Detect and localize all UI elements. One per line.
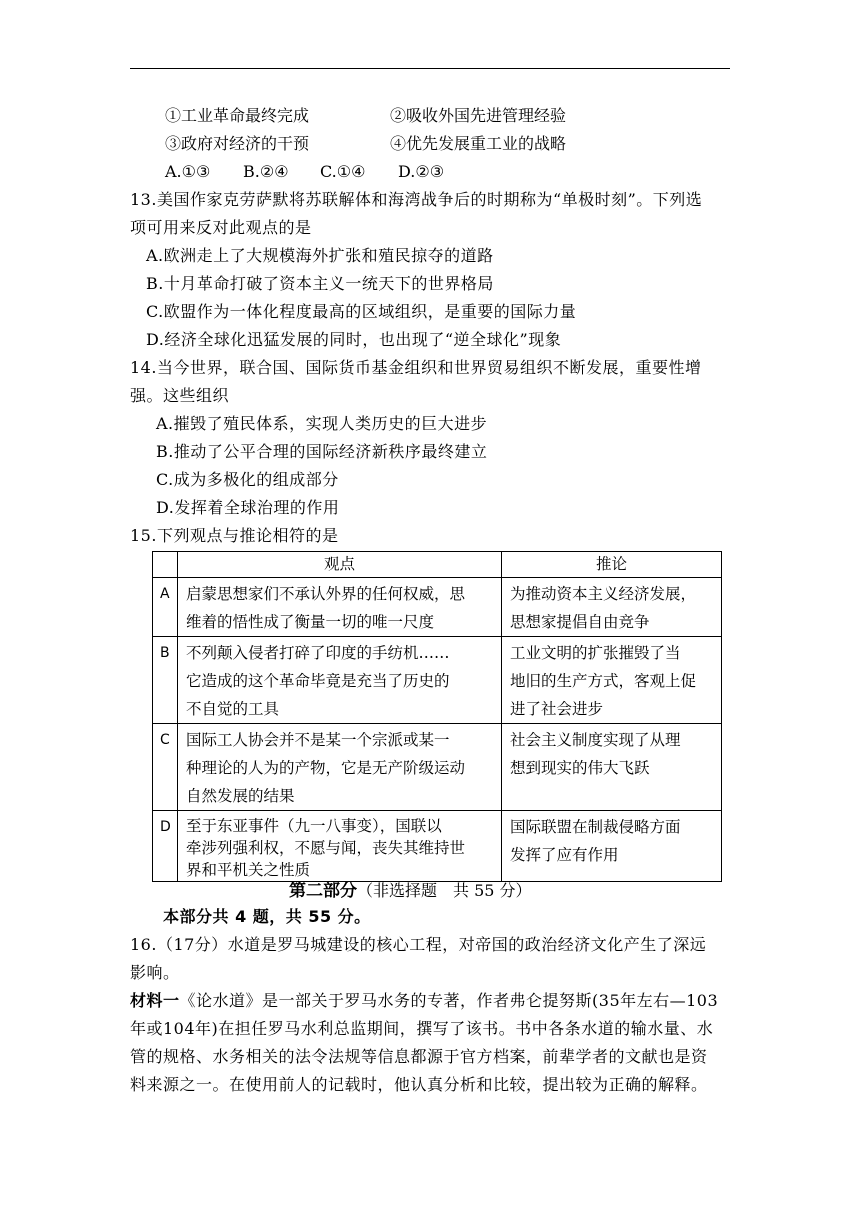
q13-option-c: C.欧盟作为一体化程度最高的区域组织，是重要的国际力量 — [146, 302, 577, 321]
header-rule — [130, 68, 730, 69]
table-header-blank — [153, 552, 178, 578]
inference-line: 发挥了应有作用 — [510, 846, 619, 864]
inference-line: 国际联盟在制裁侵略方面 — [510, 818, 681, 836]
view-line: 不自觉的工具 — [186, 700, 280, 718]
part2-heading — [289, 880, 532, 902]
q12-option-1: ①工业革命最终完成 — [165, 106, 310, 125]
q12-answer-d: D.②③ — [398, 162, 445, 181]
q16-material-line3: 管的规格、水务相关的法令法规等信息都源于官方档案，前辈学者的文献也是资 — [130, 1047, 708, 1066]
q14-option-d: D.发挥着全球治理的作用 — [156, 498, 340, 517]
q12-option-3: ③政府对经济的干预 — [165, 134, 310, 153]
table-row — [153, 811, 722, 882]
q14-option-a: A.摧毁了殖民体系，实现人类历史的巨大进步 — [156, 414, 488, 433]
table-header-inference: 推论 — [502, 552, 722, 578]
view-line: 不列颠入侵者打碎了印度的手纺机…… — [186, 644, 450, 662]
material-label: 材料一 — [130, 991, 180, 1010]
view-line: 自然发展的结果 — [186, 787, 295, 805]
q14-option-c: C.成为多极化的组成部分 — [156, 470, 339, 489]
q16-material-line1 — [130, 990, 718, 1012]
q12-option-2: ②吸收外国先进管理经验 — [390, 106, 567, 125]
row-label: D — [153, 811, 178, 882]
q13-option-a: A.欧洲走上了大规模海外扩张和殖民掠夺的道路 — [146, 246, 494, 265]
inference-line: 思想家提倡自由竞争 — [510, 613, 650, 631]
part2-title: 第二部分 — [289, 881, 357, 901]
view-line: 至于东亚事件（九一八事变），国联以 — [186, 817, 442, 835]
inference-line: 想到现实的伟大飞跃 — [510, 759, 650, 777]
row-label: A — [153, 578, 178, 637]
inference-line: 工业文明的扩张摧毁了当 — [510, 644, 681, 662]
row-label: C — [153, 724, 178, 811]
q13-stem-line2: 项可用来反对此观点的是 — [130, 218, 312, 237]
row-inference — [502, 637, 722, 724]
q12-option-4: ④优先发展重工业的战略 — [390, 134, 567, 153]
inference-line: 地旧的生产方式，客观上促 — [510, 672, 697, 690]
row-view — [178, 637, 502, 724]
row-inference — [502, 578, 722, 637]
q15-table — [152, 551, 722, 882]
material-text: 《论水道》是一部关于罗马水务的专著，作者弗仑提努斯(35年左右—103 — [179, 991, 719, 1010]
view-line: 维着的悟性成了衡量一切的唯一尺度 — [186, 613, 435, 631]
table-header-row — [153, 552, 722, 578]
inference-line: 为推动资本主义经济发展， — [510, 585, 697, 603]
row-view — [178, 578, 502, 637]
table-row — [153, 637, 722, 724]
part2-subtitle: （非选择题 共 55 分） — [357, 881, 532, 900]
row-inference — [502, 811, 722, 882]
row-view — [178, 724, 502, 811]
q12-answer-c: C.①④ — [320, 162, 366, 181]
inference-line: 进了社会进步 — [510, 700, 604, 718]
view-line: 国际工人协会并不是某一个宗派或某一 — [186, 731, 450, 749]
inference-line: 社会主义制度实现了从理 — [510, 731, 681, 749]
q16-material-line2: 年或104年)在担任罗马水利总监期间，撰写了该书。书中各条水道的输水量、水 — [130, 1019, 714, 1038]
q16-stem-line2: 影响。 — [130, 963, 180, 982]
view-line: 它造成的这个革命毕竟是充当了历史的 — [186, 672, 450, 690]
q13-stem-line1: 13.美国作家克劳萨默将苏联解体和海湾战争后的时期称为“单极时刻”。下列选 — [130, 190, 703, 209]
view-line: 种理论的人为的产物，它是无产阶级运动 — [186, 759, 466, 777]
q14-stem-line1: 14.当今世界，联合国、国际货币基金组织和世界贸易组织不断发展，重要性增 — [130, 358, 702, 377]
q12-answer-a: A.①③ — [165, 162, 211, 181]
table-header-view: 观点 — [178, 552, 502, 578]
row-view — [178, 811, 502, 882]
q14-option-b: B.推动了公平合理的国际经济新秩序最终建立 — [156, 442, 488, 461]
row-inference — [502, 724, 722, 811]
table-row — [153, 724, 722, 811]
q14-stem-line2: 强。这些组织 — [130, 386, 230, 405]
view-line: 牵涉列强利权，不愿与闻，丧失其维持世 — [186, 839, 466, 857]
q12-answer-b: B.②④ — [243, 162, 289, 181]
row-label: B — [153, 637, 178, 724]
q16-material-line4: 料来源之一。在使用前人的记载时，他认真分析和比较，提出较为正确的解释。 — [130, 1075, 708, 1094]
view-line: 界和平机关之性质 — [186, 861, 311, 879]
part2-note: 本部分共 4 题，共 55 分。 — [163, 907, 371, 926]
view-line: 启蒙思想家们不承认外界的任何权威，思 — [186, 585, 466, 603]
q15-stem: 15.下列观点与推论相符的是 — [130, 526, 339, 545]
q13-option-d: D.经济全球化迅猛发展的同时，也出现了“逆全球化”现象 — [146, 330, 562, 349]
q16-stem-line1: 16.（17分）水道是罗马城建设的核心工程，对帝国的政治经济文化产生了深远 — [130, 935, 707, 954]
table-row — [153, 578, 722, 637]
q13-option-b: B.十月革命打破了资本主义一统天下的世界格局 — [146, 274, 494, 293]
